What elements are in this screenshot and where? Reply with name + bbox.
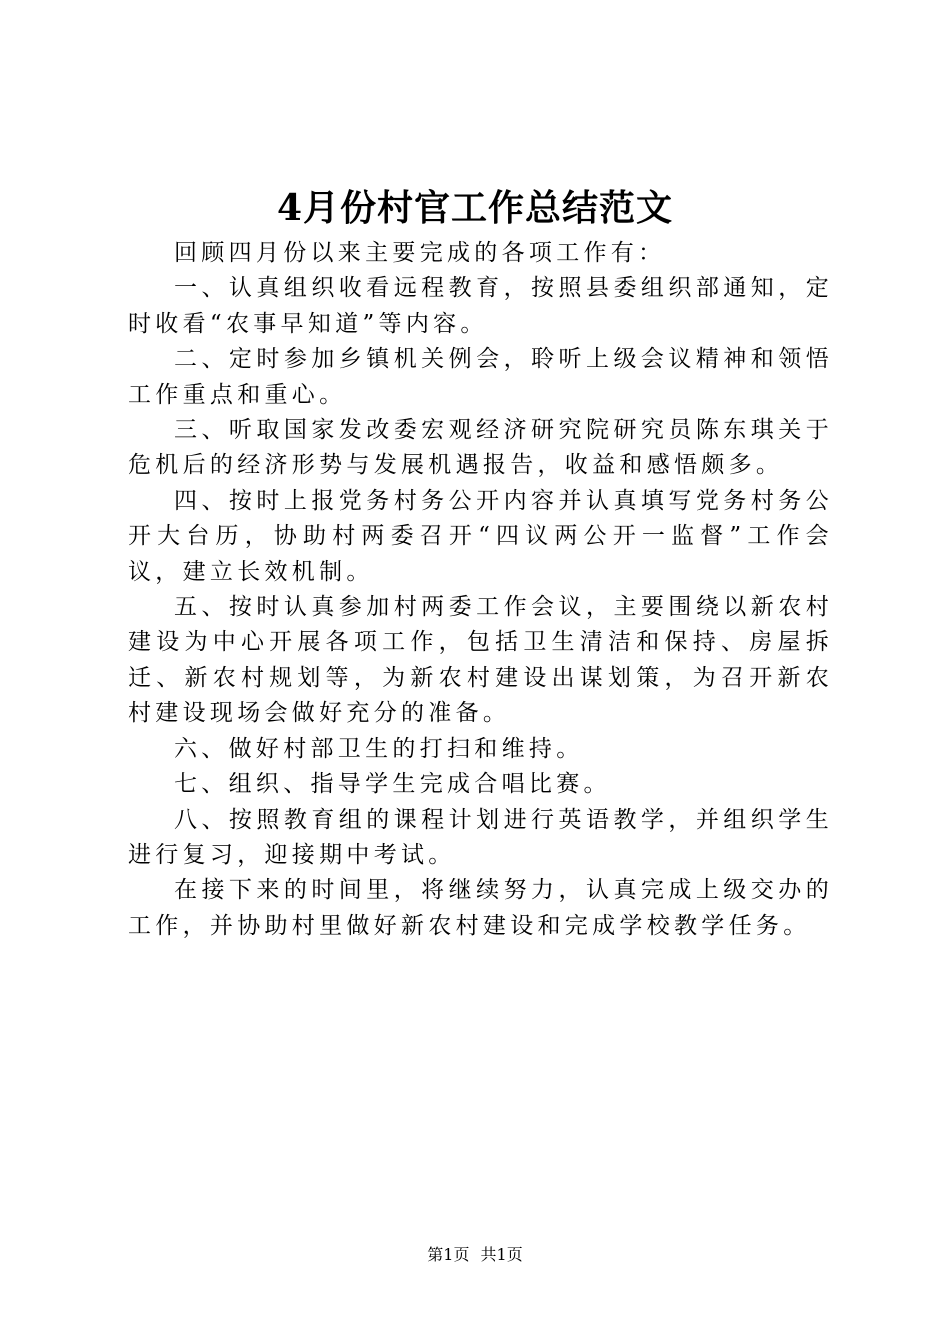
paragraph-item-2: 二、定时参加乡镇机关例会，聆听上级会议精神和领悟工作重点和重心。 [128,346,833,408]
paragraph-item-6: 六、做好村部卫生的打扫和维持。 [174,735,584,762]
page-footer [0,1243,950,1267]
paragraph-item-3: 三、听取国家发改委宏观经济研究院研究员陈东琪关于危机后的经济形势与发展机遇报告，收益和感悟颇多。 [128,417,833,479]
paragraph-item-1: 一、认真组织收看远程教育，按照县委组织部通知，定时收看“农事早知道”等内容。 [128,275,833,337]
document-body [128,236,833,944]
page-number-current: 第1页 [427,1245,470,1264]
paragraph-item-8: 八、按照教育组的课程计划进行英语教学，并组织学生进行复习，迎接期中考试。 [128,806,833,868]
paragraph-conclusion: 在接下来的时间里，将继续努力，认真完成上级交办的工作，并协助村里做好新农村建设和完成学校教学任务。 [128,877,833,939]
page-number-total: 共1页 [480,1245,523,1264]
paragraph-item-7: 七、组织、指导学生完成合唱比赛。 [174,771,611,798]
paragraph-item-4: 四、按时上报党务村务公开内容并认真填写党务村务公开大台历，协助村两委召开“四议两公开一监督”工作会议，建立长效机制。 [128,487,833,585]
document-title: 4月份村官工作总结范文 [276,187,674,229]
paragraph-intro: 回顾四月份以来主要完成的各项工作有： [174,240,666,266]
paragraph-item-5: 五、按时认真参加村两委工作会议，主要围绕以新农村建设为中心开展各项工作，包括卫生清洁和保持、房屋拆迁、新农村规划等，为新农村建设出谋划策，为召开新农村建设现场会做好充分的准备。 [128,594,833,727]
